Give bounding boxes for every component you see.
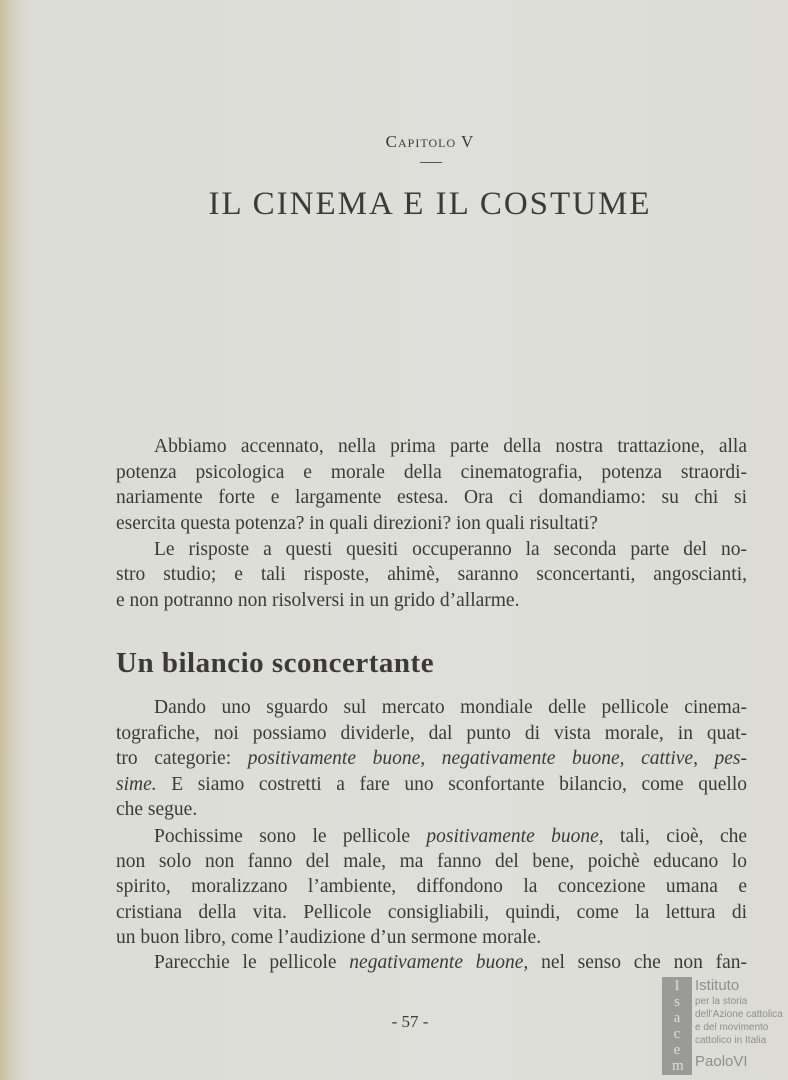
text-segment: E siamo costretti a fare uno sconfortante bilancio, come quello xyxy=(156,774,747,795)
page-binding-edge xyxy=(0,0,22,1080)
italic-segment: positivamente buone, xyxy=(426,826,604,847)
logo-text: dell’Azione cattolica xyxy=(695,1009,783,1020)
text-line xyxy=(116,774,747,796)
logo-text: e del movimento xyxy=(695,1022,769,1033)
text-line: non solo non fanno del male, ma fanno del bene, poichè educano lo xyxy=(116,851,747,872)
chapter-label-text: Capitolo V xyxy=(385,132,475,151)
italic-segment: negativamente buone, xyxy=(349,952,529,973)
isacem-watermark-logo xyxy=(662,977,784,1077)
text-segment: tali, cioè, che xyxy=(603,826,748,847)
logo-text: per la storia xyxy=(695,996,748,1007)
text-line: cristiana della vita. Pellicole consigliabili, quindi, come la lettura di xyxy=(116,902,747,923)
chapter-rule xyxy=(420,162,442,163)
text-line: Dando uno sguardo sul mercato mondiale delle pellicole cinema- xyxy=(154,697,747,718)
italic-segment: positivamente buone, negativamente buone, cattive, pes- xyxy=(247,748,748,769)
text-segment: Parecchie le pellicole xyxy=(154,952,350,973)
chapter-title: IL CINEMA E IL COSTUME xyxy=(208,186,652,222)
text-line: esercita questa potenza? in quali direzioni? ion quali risultati? xyxy=(116,513,598,534)
text-line: un buon libro, come l’audizione d’un sermone morale. xyxy=(116,927,542,948)
text-segment: tro categorie: xyxy=(116,748,248,769)
logo-letter-block xyxy=(662,977,692,1075)
italic-segment: sime. xyxy=(116,774,157,795)
text-line: stro studio; e tali risposte, ahimè, saranno sconcertanti, angoscianti, xyxy=(116,564,747,585)
text-segment: Pochissime sono le pellicole xyxy=(154,826,427,847)
chapter-label xyxy=(0,132,788,152)
text-line xyxy=(116,826,747,848)
logo-text: PaoloVI xyxy=(695,1053,748,1070)
text-line xyxy=(116,748,747,770)
text-line: Abbiamo accennato, nella prima parte della nostra trattazione, alla xyxy=(154,436,747,457)
page-number: - 57 - xyxy=(391,1012,429,1031)
text-line: Le risposte a questi quesiti occuperanno la seconda parte del no- xyxy=(154,539,747,560)
section-heading: Un bilancio sconcertante xyxy=(116,647,435,679)
text-line: tografiche, noi possiamo dividerle, dal punto di vista morale, in quat- xyxy=(116,723,747,744)
logo-text: cattolico in Italia xyxy=(695,1035,767,1046)
text-line: che segue. xyxy=(116,799,198,820)
logo-letters: Isacem xyxy=(672,978,684,1074)
text-line: nariamente forte e largamente estesa. Ora ci domandiamo: su chi si xyxy=(116,487,747,508)
text-line: potenza psicologica e morale della cinematografia, potenza straordi- xyxy=(116,462,747,483)
text-line: spirito, moralizzano l’ambiente, diffondono la concezione umana e xyxy=(116,876,747,897)
text-line: e non potranno non risolversi in un grido d’allarme. xyxy=(116,590,520,611)
text-line xyxy=(116,952,747,974)
text-segment: nel senso che non fan- xyxy=(528,952,747,973)
logo-text: Istituto xyxy=(695,977,740,994)
